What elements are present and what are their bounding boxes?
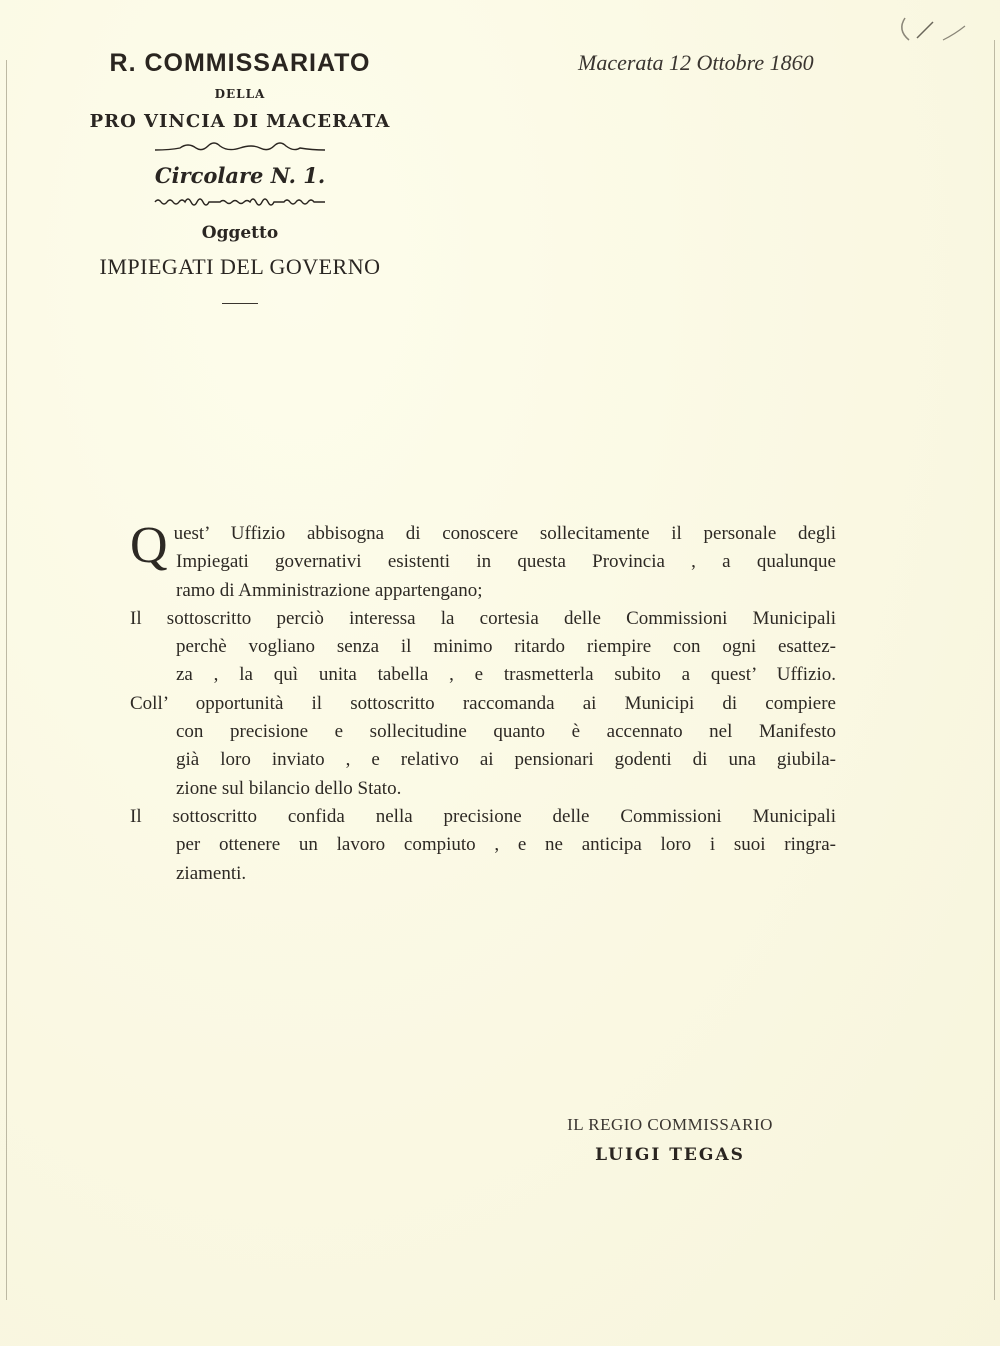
circular-number: Circolare N. 1.	[154, 163, 326, 188]
right-page-edge	[994, 40, 995, 1300]
circular-body	[130, 517, 836, 888]
text-line: perchè vogliano senza il minimo ritardo riempire con ogni esattez-	[176, 636, 836, 658]
text-line: uest’ Uffizio abbisogna di conoscere sollecitamente il personale degli	[173, 523, 836, 544]
office-title: R. COMMISSARIATO	[109, 49, 371, 77]
text-line: Il sottoscritto perciò interessa la cortesia delle Commissioni Municipali	[130, 607, 836, 629]
letterhead	[40, 48, 440, 304]
wavy-rule-ornament	[150, 194, 330, 210]
pencil-corner-mark	[895, 12, 975, 52]
text-line: Il sottoscritto confida nella precisione delle Commissioni Municipali	[130, 805, 836, 827]
province-line: PRO VINCIA DI MACERATA	[89, 111, 391, 132]
text-line: Impiegati governativi esistenti in questa Provincia , a qualunque	[176, 551, 836, 573]
flourish-ornament	[150, 138, 330, 156]
della-line: DELLA	[214, 87, 266, 101]
text-line: per ottenere un lavoro compiuto , e ne anticipa loro i suoi ringra-	[176, 834, 836, 856]
text-line: ramo di Amministrazione appartengano;	[176, 579, 483, 601]
text-line: già loro inviato , e relativo ai pensionari godenti di una giubila-	[176, 749, 836, 771]
text-line: zione sul bilancio dello Stato.	[176, 777, 402, 799]
text-line: Coll’ opportunità il sottoscritto raccomanda ai Municipi di compiere	[130, 692, 836, 714]
signatory-name: LUIGI TEGAS	[595, 1145, 745, 1165]
subject-title: IMPIEGATI DEL GOVERNO	[99, 254, 381, 279]
short-divider	[222, 303, 258, 304]
dateline: Macerata 12 Ottobre 1860	[578, 50, 814, 75]
drop-cap: Q	[130, 517, 168, 574]
paragraph-3	[130, 690, 836, 803]
paragraph-4	[130, 803, 836, 888]
left-page-edge	[6, 60, 7, 1300]
subject-label: Oggetto	[201, 223, 279, 243]
signatory-title: IL REGIO COMMISSARIO	[567, 1115, 773, 1134]
paragraph-1	[130, 517, 836, 605]
text-line: za , la quì unita tabella , e trasmetterla subito a quest’ Uffizio.	[176, 664, 836, 686]
paragraph-2	[130, 605, 836, 690]
text-line: con precisione e sollecitudine quanto è accennato nel Manifesto	[176, 721, 836, 743]
signature-block	[556, 1114, 784, 1166]
text-line: ziamenti.	[176, 862, 247, 884]
